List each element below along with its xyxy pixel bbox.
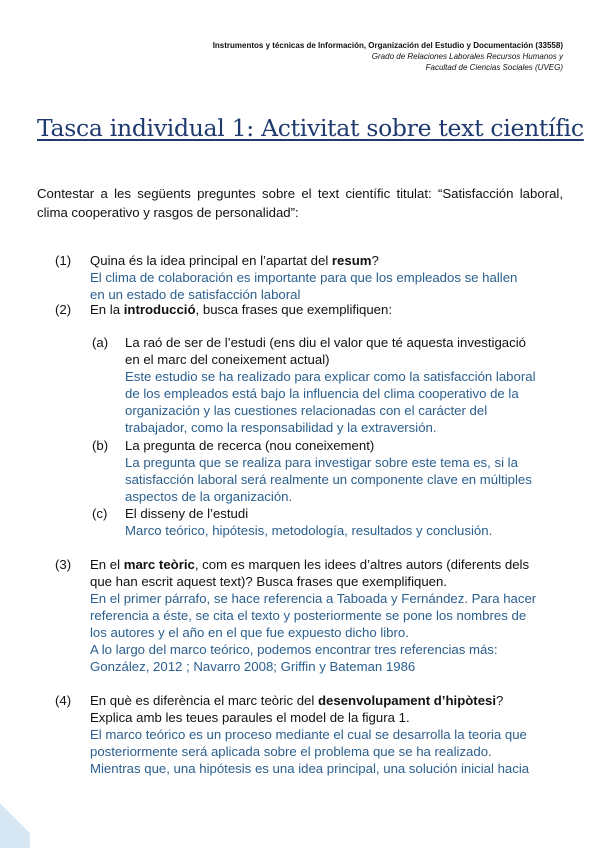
corner-decoration (0, 788, 30, 848)
answer-line: Este estudio se ha realizado para explicar como la satisfacción laboral (125, 369, 536, 384)
answer-line: los autores y el año en el que fue expuesto dicho libro. (90, 625, 409, 640)
answer-line: organización y las cuestiones relacionadas con el carácter del (125, 403, 488, 418)
question-text: En la (90, 302, 124, 317)
question-text-end: ? (496, 693, 504, 708)
question-number: (4) (55, 693, 72, 708)
subquestion-text: en el marc del coneixement actual) (125, 352, 330, 367)
answer-line: trabajador, como la responsabilidad y la extraversión. (125, 420, 437, 435)
answer-line: referencia a éste, se cita el texto y posteriormente se pone los nombres de (90, 608, 527, 623)
question-text-end: ? (371, 253, 379, 268)
document-header (213, 40, 563, 73)
answer-line: de los empleados está bajo la influencia del clima cooperativo de la (125, 386, 519, 401)
question-keyword: introducció (123, 302, 196, 317)
page-title: Tasca individual 1: Activitat sobre text científic (37, 114, 584, 142)
question-text: Explica amb les teues paraules el model de la figura 1. (90, 710, 410, 725)
course-title: Instrumentos y técnicas de Información, Organización del Estudio y Documentación (33558) (212, 41, 563, 50)
question-text: que han escrit aquest text)? Busca frases que exemplifiquen. (90, 574, 448, 589)
answer-line: aspectos de la organización. (125, 489, 293, 504)
subquestion-letter: (b) (92, 438, 109, 453)
answer-line: La pregunta que se realiza para investigar sobre este tema es, si la (125, 455, 518, 470)
faculty-line: Facultad de Ciencias Sociales (UVEG) (425, 63, 563, 72)
answer-line: En el primer párrafo, se hace referencia a Taboada y Fernández. Para hacer (90, 591, 537, 606)
question-text: En què es diferència el marc teòric del (90, 693, 318, 708)
question-text-end: , com es marquen les idees d’altres autors (diferents dels (194, 557, 530, 572)
question-number: (1) (55, 253, 72, 268)
question-text: En el (90, 557, 124, 572)
question-number: (2) (55, 302, 72, 317)
answer-line: Marco teórico, hipótesis, metodología, resultados y conclusión. (125, 523, 493, 538)
intro-paragraph: Contestar a les següents preguntes sobre el text científic titulat: “Satisfacción laboral, clima cooperativo y rasgos de personalidad”: (37, 186, 563, 220)
answer-line: A lo largo del marco teórico, podemos encontrar tres referencias más: (90, 642, 498, 657)
subquestion-text: La pregunta de recerca (nou coneixement) (125, 438, 375, 453)
subquestion-letter: (c) (92, 506, 108, 521)
degree-line: Grado de Relaciones Laborales Recursos Humanos y (371, 52, 563, 61)
answer-line: posteriormente será aplicada sobre el problema que se ha realizado. (90, 744, 492, 759)
answer-line: El marco teórico es un proceso mediante el cual se desarrolla la teoria que (90, 727, 527, 742)
answer-line: satisfacción laboral será realmente un componente clave en múltiples (125, 472, 532, 487)
answer-line: Mientras que, una hipótesis es una idea principal, una solución inicial hacia (90, 761, 530, 776)
subquestion-text: La raó de ser de l’estudi (ens diu el valor que té aquesta investigació (125, 335, 527, 350)
question-keyword: marc teòric (123, 557, 195, 572)
question-text: Quina és la idea principal en l’apartat del (90, 253, 332, 268)
answer-line: en un estado de satisfacción laboral (90, 287, 301, 302)
question-number: (3) (55, 557, 72, 572)
subquestion-letter: (a) (92, 335, 109, 350)
subquestion-text: El disseny de l’estudi (125, 506, 249, 521)
question-text-end: , busca frases que exemplifiquen: (195, 302, 393, 317)
answer-line: El clima de colaboración es importante para que los empleados se hallen (90, 270, 518, 285)
question-keyword: resum (331, 253, 372, 268)
answer-line: González, 2012 ; Navarro 2008; Griffin y Bateman 1986 (90, 659, 416, 674)
question-keyword: desenvolupament d’hipòtesi (317, 693, 497, 708)
